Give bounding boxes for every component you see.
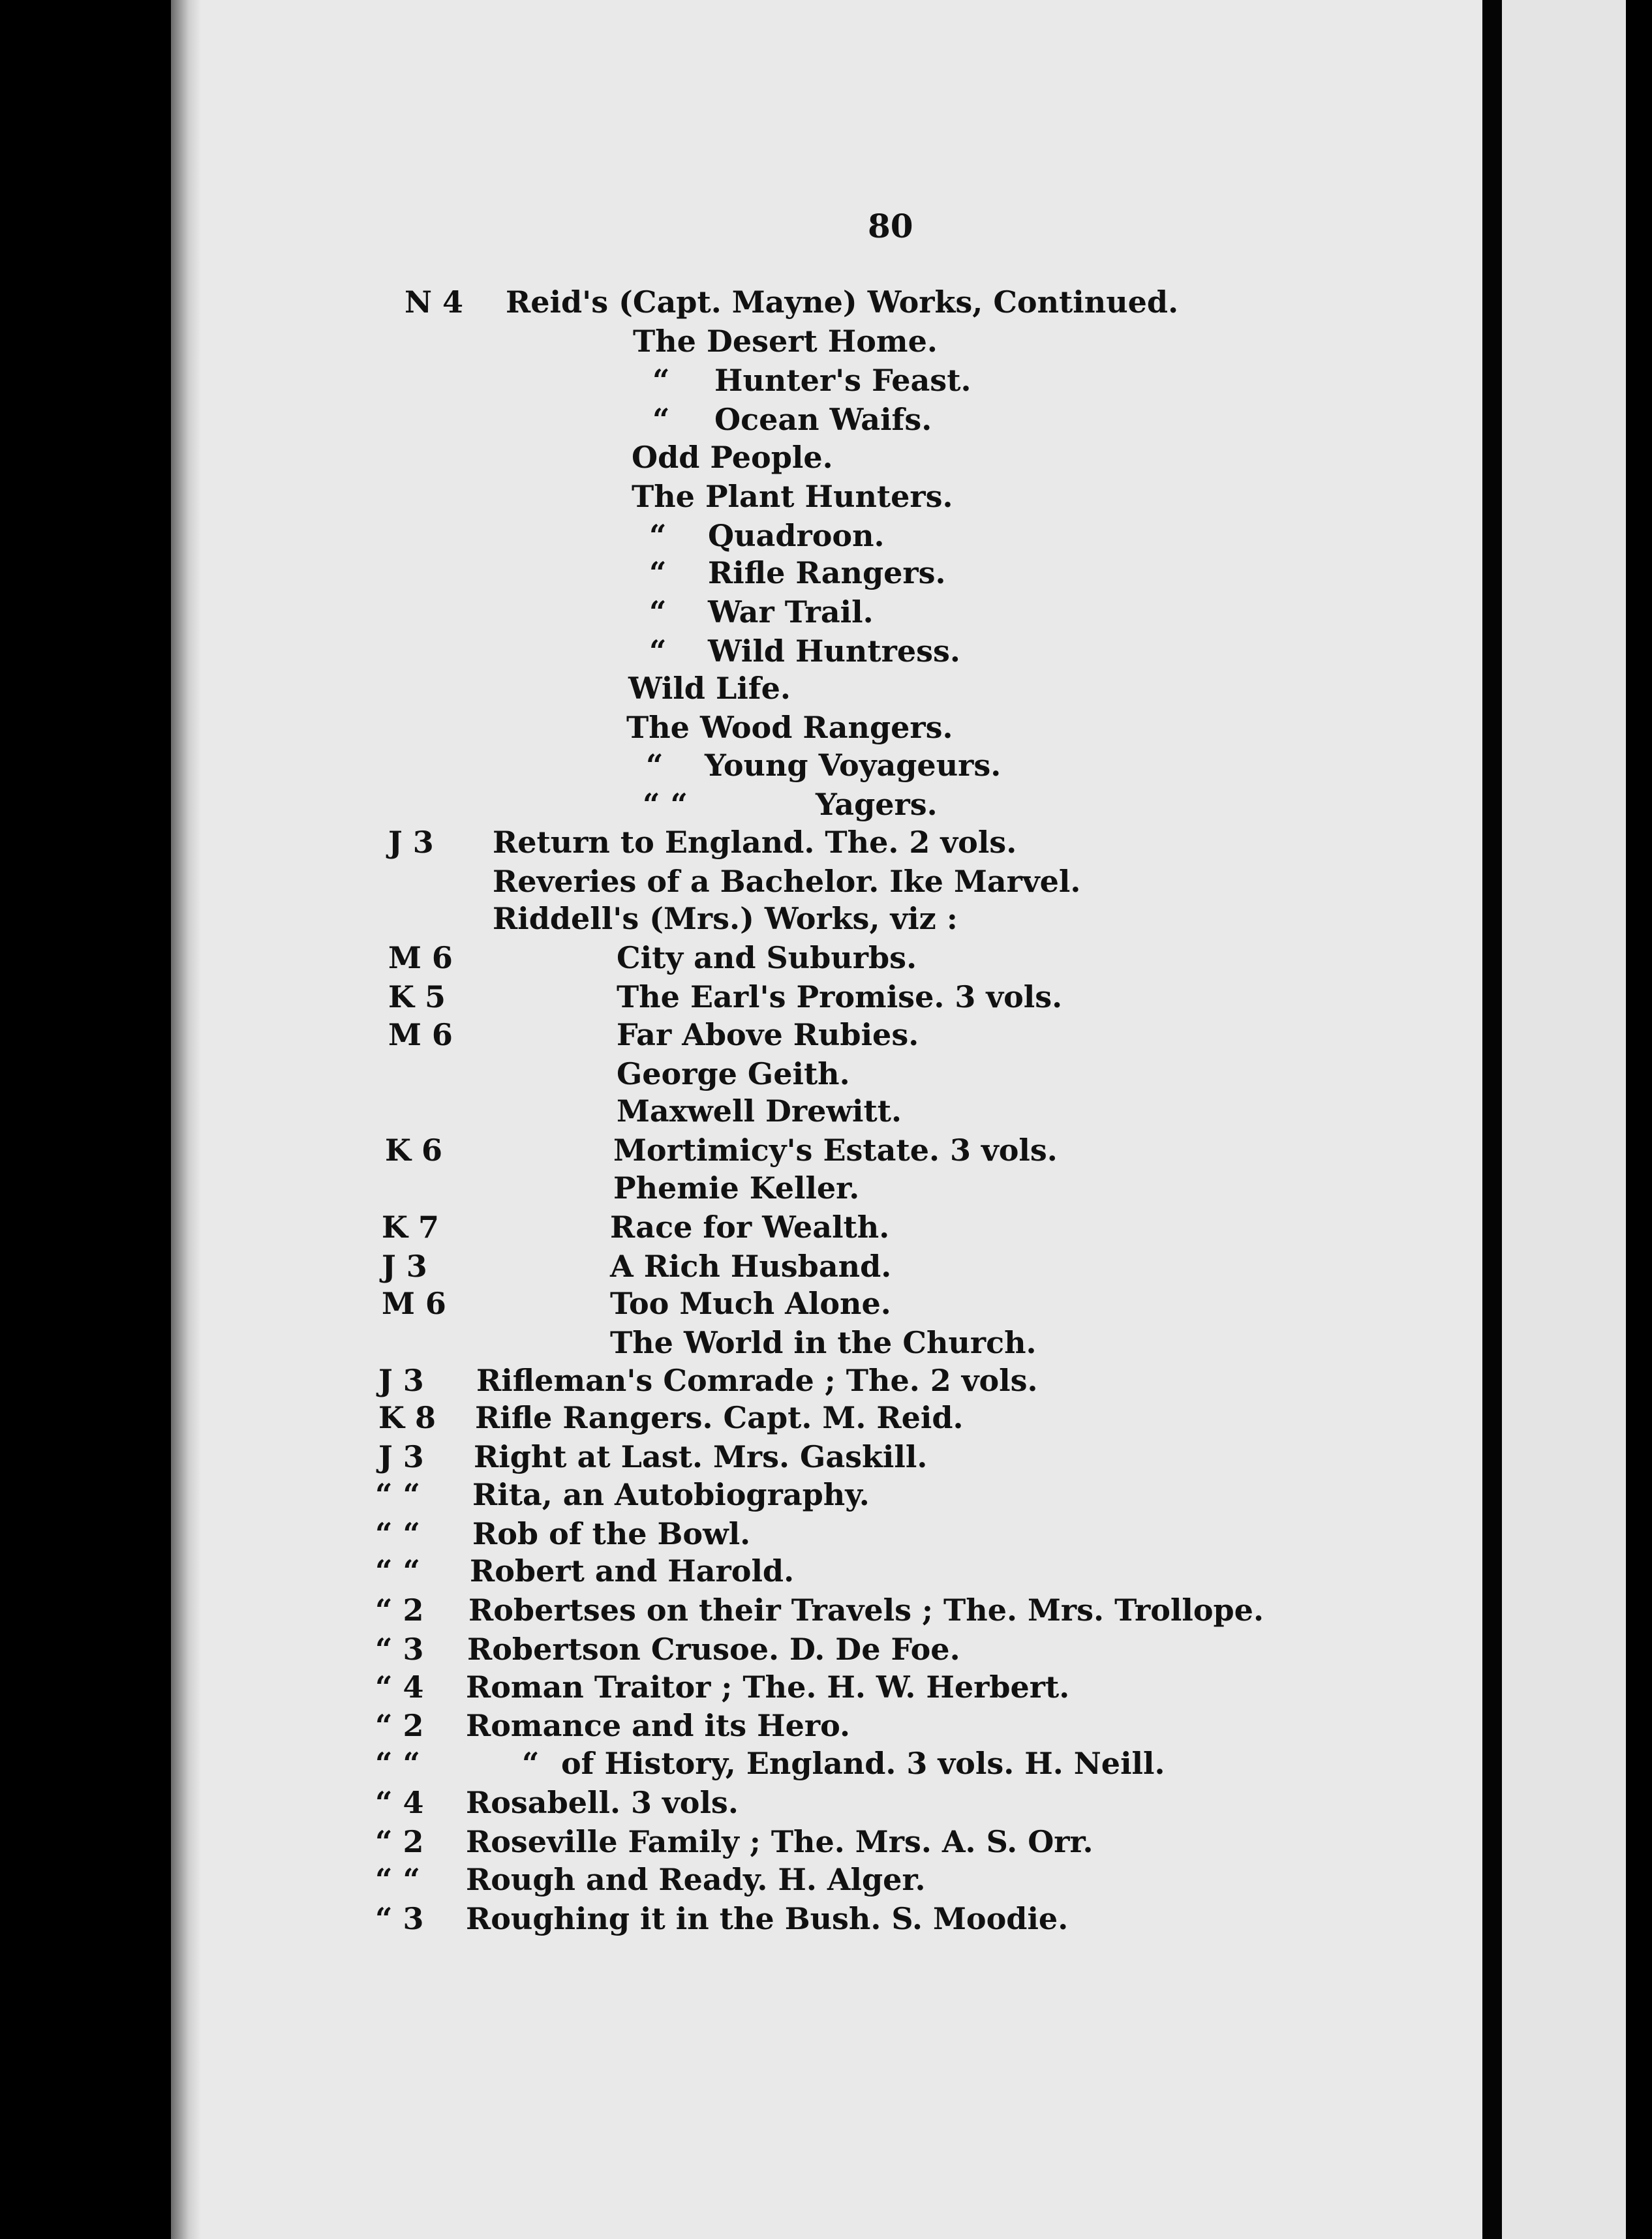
entry-title: Yagers. (816, 787, 938, 822)
shelf-code: M 6 (388, 1017, 453, 1052)
ditto-mark: “ (646, 748, 664, 783)
entry-title: Wild Huntress. (708, 633, 960, 669)
shelf-code: “ 3 (375, 1901, 424, 1936)
shelf-code: K 8 (378, 1400, 436, 1435)
shelf-code: “ 4 (375, 1669, 424, 1705)
entry-title: Ocean Waifs. (714, 402, 932, 437)
entry-title: Riddell's (Mrs.) Works, viz : (493, 901, 958, 936)
shelf-code: J 3 (388, 825, 434, 860)
shelf-code: J 3 (378, 1439, 424, 1474)
ditto-mark: “ (652, 363, 670, 398)
page-number: 80 (868, 207, 913, 245)
entry-title: Mortimicy's Estate. 3 vols. (613, 1133, 1058, 1168)
ditto-mark: “ (649, 594, 667, 630)
entry-title: Roughing it in the Bush. S. Moodie. (466, 1901, 1069, 1936)
entry-title: Robert and Harold. (470, 1553, 795, 1589)
ditto-mark: “ (649, 555, 667, 590)
entry-title: City and Suburbs. (617, 940, 917, 975)
shelf-code: “ “ (375, 1477, 420, 1512)
entry-title: of History, England. 3 vols. H. Neill. (561, 1746, 1165, 1781)
entry-title: The Earl's Promise. 3 vols. (617, 979, 1063, 1014)
entry-title: Robertson Crusoe. D. De Foe. (467, 1632, 960, 1667)
page-gutter-shadow (171, 0, 201, 2239)
ditto-mark: “ “ (643, 787, 688, 822)
shelf-code: J 3 (378, 1363, 424, 1398)
ditto-mark: “ (652, 402, 670, 437)
entry-title: Rifle Rangers. (708, 555, 946, 590)
ditto-mark: “ (649, 518, 667, 553)
entry-title: Romance and its Hero. (466, 1708, 851, 1743)
shelf-code: “ “ (375, 1746, 420, 1781)
ditto-mark: “ (649, 633, 667, 669)
shelf-code: “ “ (375, 1516, 420, 1551)
shelf-code: K 5 (388, 979, 446, 1014)
entry-title: Rita, an Autobiography. (472, 1477, 870, 1512)
ditto-mark: “ (522, 1746, 540, 1781)
entry-title: Quadroon. (708, 518, 885, 553)
entry-title: Rifleman's Comrade ; The. 2 vols. (476, 1363, 1038, 1398)
shelf-code: N 4 (405, 284, 464, 320)
entry-title: The Plant Hunters. (632, 479, 953, 514)
entry-title: Phemie Keller. (613, 1170, 860, 1206)
entry-title: The Desert Home. (633, 324, 938, 359)
entry-title: Rosabell. 3 vols. (466, 1785, 739, 1820)
entry-title: Far Above Rubies. (617, 1017, 919, 1052)
entry-title: The Wood Rangers. (626, 710, 953, 745)
entry-title: George Geith. (617, 1056, 850, 1091)
entry-title: Rob of the Bowl. (472, 1516, 751, 1551)
entry-title: War Trail. (708, 594, 874, 630)
entry-title: Race for Wealth. (610, 1210, 890, 1245)
entry-title: Hunter's Feast. (714, 363, 971, 398)
shelf-code: K 6 (385, 1133, 443, 1168)
entry-title: Return to England. The. 2 vols. (493, 825, 1017, 860)
shelf-code: “ 2 (375, 1824, 424, 1859)
entry-title: Rifle Rangers. Capt. M. Reid. (475, 1400, 964, 1435)
shelf-code: M 6 (382, 1286, 446, 1321)
entry-title: Odd People. (632, 440, 833, 475)
entry-title: Rough and Ready. H. Alger. (466, 1862, 926, 1897)
entry-title: Reid's (Capt. Mayne) Works, Continued. (506, 284, 1179, 320)
entry-title: The World in the Church. (610, 1325, 1037, 1360)
book-spine (1482, 0, 1502, 2239)
shelf-code: M 6 (388, 940, 453, 975)
entry-title: Right at Last. Mrs. Gaskill. (474, 1439, 928, 1474)
entry-title: Roman Traitor ; The. H. W. Herbert. (466, 1669, 1070, 1705)
entry-title: Too Much Alone. (610, 1286, 891, 1321)
entry-title: Maxwell Drewitt. (617, 1093, 902, 1129)
entry-title: Reveries of a Bachelor. Ike Marvel. (493, 864, 1081, 899)
shelf-code: K 7 (382, 1210, 440, 1245)
shelf-code: “ 3 (375, 1632, 424, 1667)
shelf-code: “ 2 (375, 1708, 424, 1743)
entry-title: Roseville Family ; The. Mrs. A. S. Orr. (466, 1824, 1094, 1859)
shelf-code: “ “ (375, 1553, 420, 1589)
entry-title: A Rich Husband. (610, 1249, 892, 1284)
facing-page-edge (1502, 0, 1626, 2239)
entry-title: Wild Life. (628, 671, 791, 706)
shelf-code: “ 4 (375, 1785, 424, 1820)
shelf-code: J 3 (382, 1249, 427, 1284)
shelf-code: “ “ (375, 1862, 420, 1897)
entry-title: Young Voyageurs. (705, 748, 1002, 783)
entry-title: Robertses on their Travels ; The. Mrs. Trollope. (468, 1592, 1264, 1628)
shelf-code: “ 2 (375, 1592, 424, 1628)
